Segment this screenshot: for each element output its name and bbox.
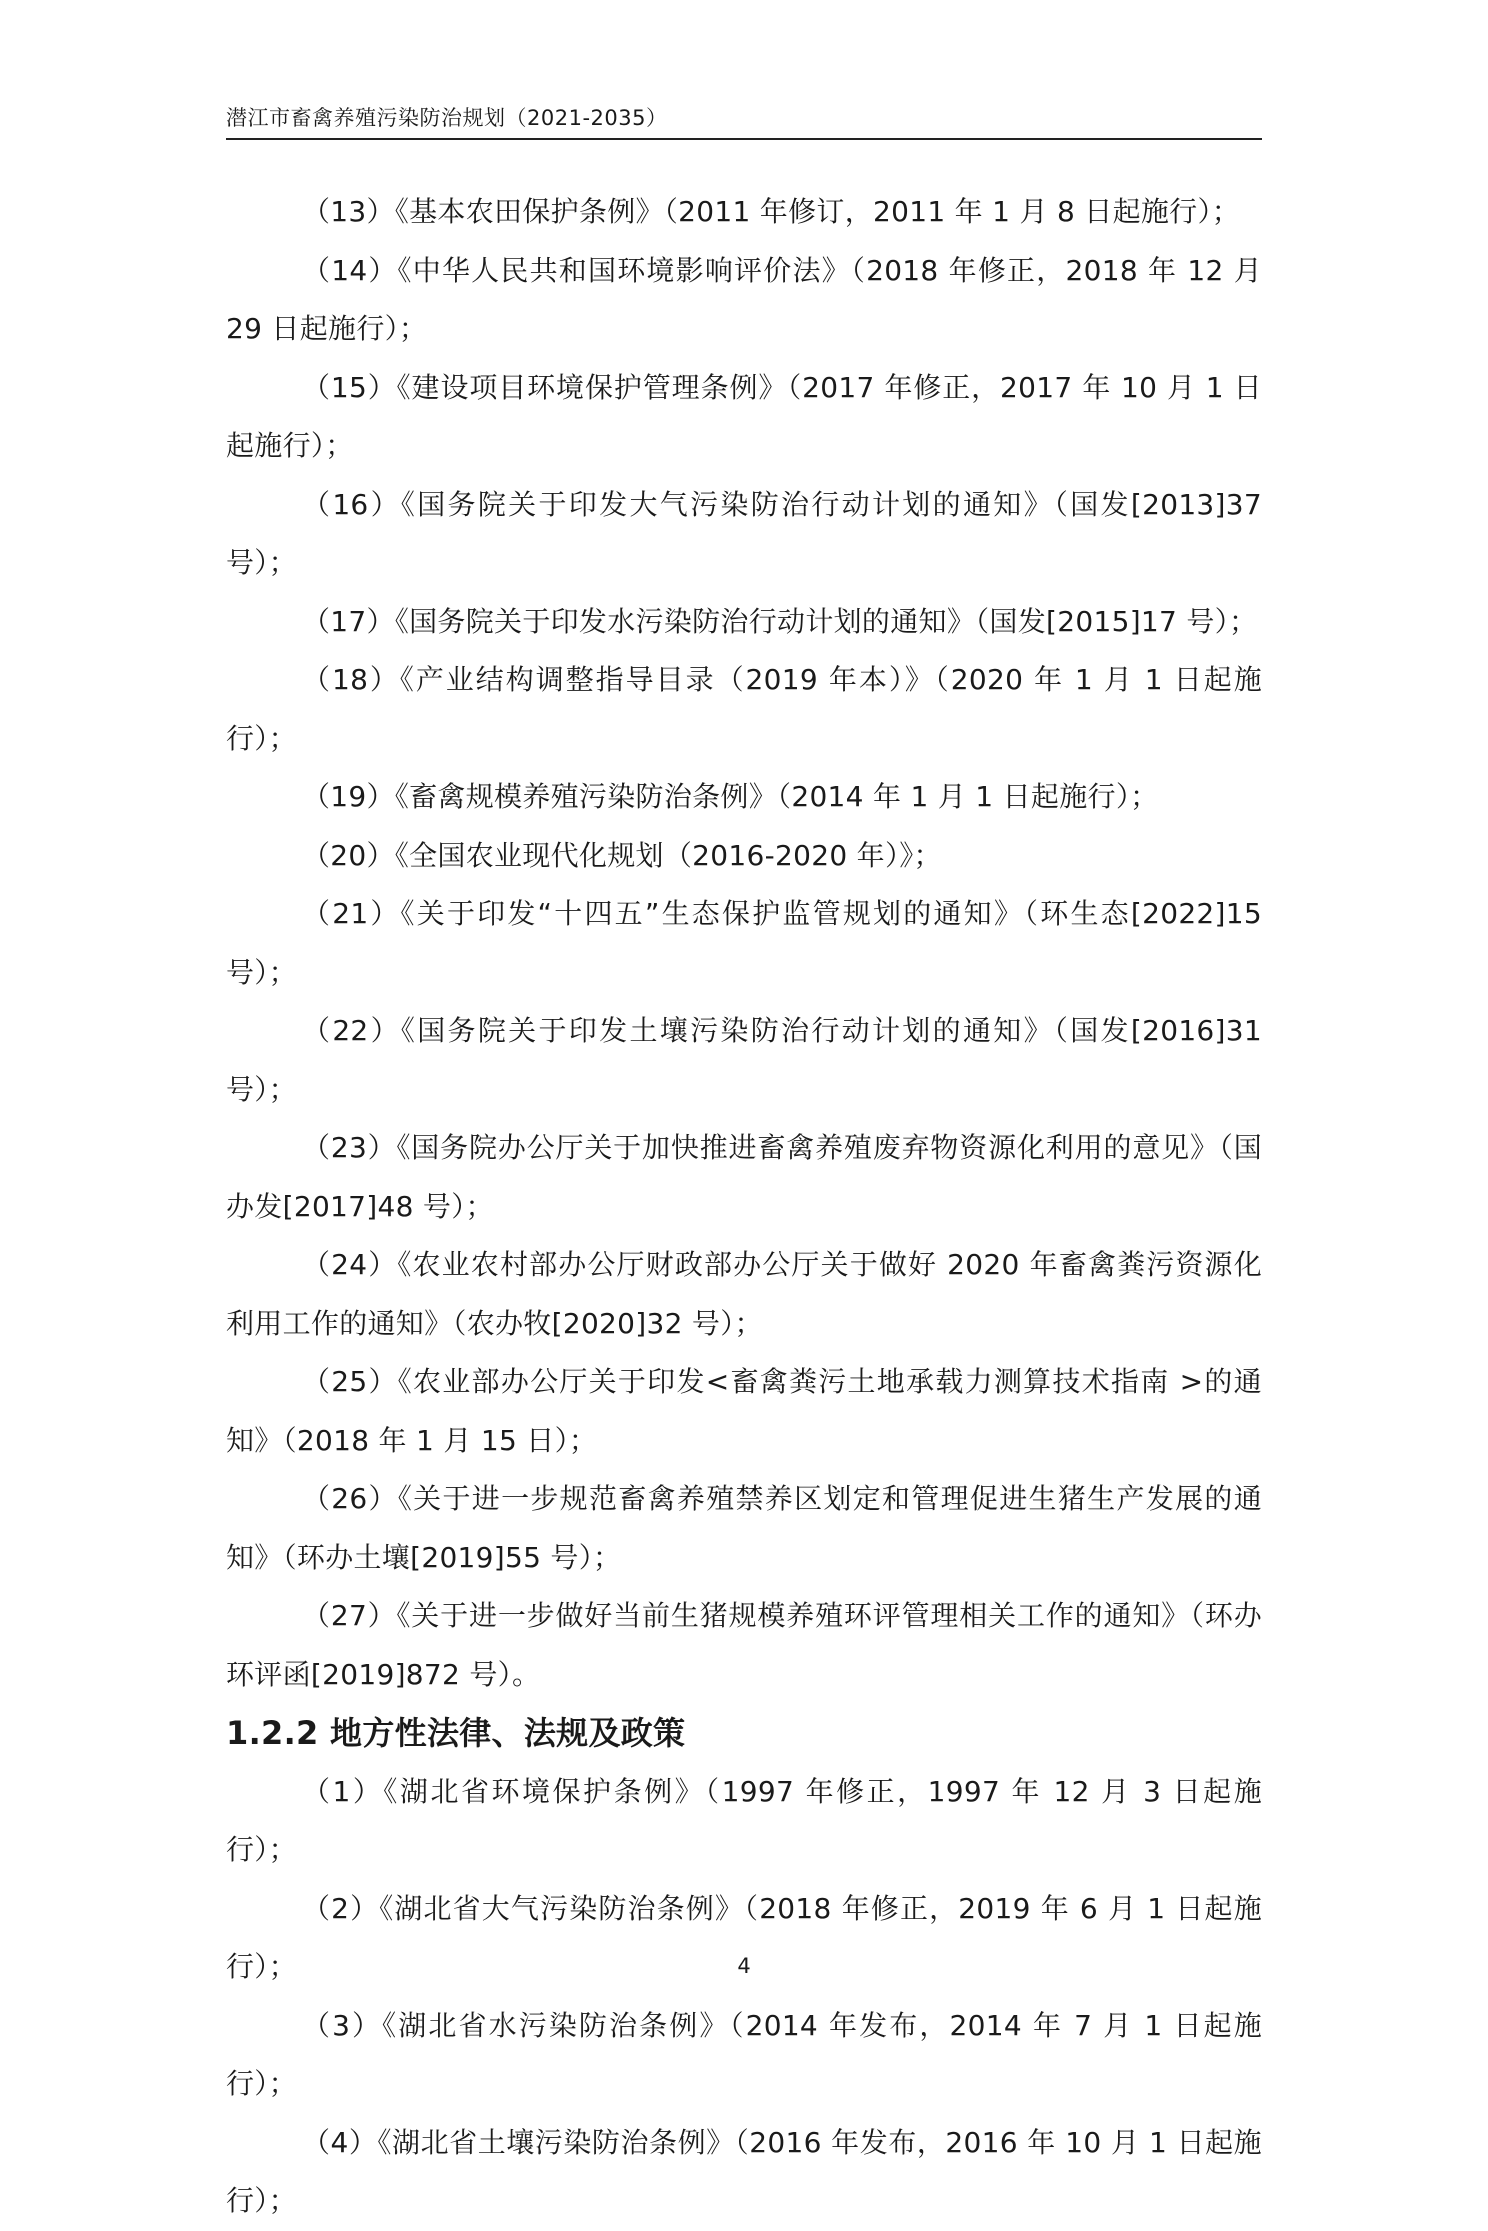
regulation-item-18: （18）《产业结构调整指导目录（2019 年本）》（2020 年 1 月 1 日起施行）； xyxy=(226,663,1262,755)
regulation-item-17: （17）《国务院关于印发水污染防治行动计划的通知》（国发[2015]17 号）； xyxy=(302,604,1258,638)
regulation-item-25: （25）《农业部办公厅关于印发<畜禽粪污土地承载力测算技术指南 >的通知》（2018 年 1 月 15 日）； xyxy=(226,1365,1262,1457)
regulation-item-13: （13）《基本农田保护条例》（2011 年修订，2011 年 1 月 8 日起施行）； xyxy=(302,195,1241,228)
regulation-item-24: （24）《农业农村部办公厅财政部办公厅关于做好 2020 年畜禽粪污资源化利用工作的通知》（农办牧[2020]32 号）； xyxy=(226,1248,1262,1340)
local-regulation-item-2: （2）《湖北省大气污染防治条例》（2018 年修正，2019 年 6 月 1 日起施行）； xyxy=(226,1891,1262,1983)
page-header xyxy=(226,104,1262,140)
regulation-item-15: （15）《建设项目环境保护管理条例》（2017 年修正，2017 年 10 月 1 日起施行）； xyxy=(226,370,1262,462)
local-regulation-item-1: （1）《湖北省环境保护条例》（1997 年修正，1997 年 12 月 3 日起施行）； xyxy=(226,1774,1262,1866)
regulation-item-16: （16）《国务院关于印发大气污染防治行动计划的通知》（国发[2013]37 号）； xyxy=(226,487,1262,579)
regulation-item-26: （26）《关于进一步规范畜禽养殖禁养区划定和管理促进生猪生产发展的通知》（环办土壤[2019]55 号）； xyxy=(226,1482,1262,1574)
regulation-item-23: （23）《国务院办公厅关于加快推进畜禽养殖废弃物资源化利用的意见》（国办发[2017]48 号）； xyxy=(226,1131,1262,1223)
page-number: 4 xyxy=(737,1954,751,1978)
document-title: 潜江市畜禽养殖污染防治规划（2021-2035） xyxy=(226,106,668,130)
regulation-item-27: （27）《关于进一步做好当前生猪规模养殖环评管理相关工作的通知》（环办环评函[2019]872 号）。 xyxy=(226,1599,1262,1691)
regulation-item-19: （19）《畜禽规模养殖污染防治条例》（2014 年 1 月 1 日起施行）； xyxy=(302,780,1159,813)
regulation-item-20: （20）《全国农业现代化规划（2016-2020 年）》； xyxy=(302,838,942,872)
regulation-item-14: （14）《中华人民共和国环境影响评价法》（2018 年修正，2018 年 12 月 29 日起施行）； xyxy=(226,253,1262,345)
regulation-item-22: （22）《国务院关于印发土壤污染防治行动计划的通知》（国发[2016]31 号）； xyxy=(226,1014,1262,1106)
document-body xyxy=(226,183,1262,2231)
local-regulation-item-4: （4）《湖北省土壤污染防治条例》（2016 年发布，2016 年 10 月 1 日起施行）； xyxy=(226,2125,1262,2217)
local-regulation-item-3: （3）《湖北省水污染防治条例》（2014 年发布，2014 年 7 月 1 日起施行）； xyxy=(226,2008,1262,2100)
section-heading-1-2-2: 1.2.2 地方性法律、法规及政策 xyxy=(226,1714,686,1752)
regulation-item-21: （21）《关于印发“十四五”生态保护监管规划的通知》（环生态[2022]15 号）； xyxy=(226,897,1262,989)
